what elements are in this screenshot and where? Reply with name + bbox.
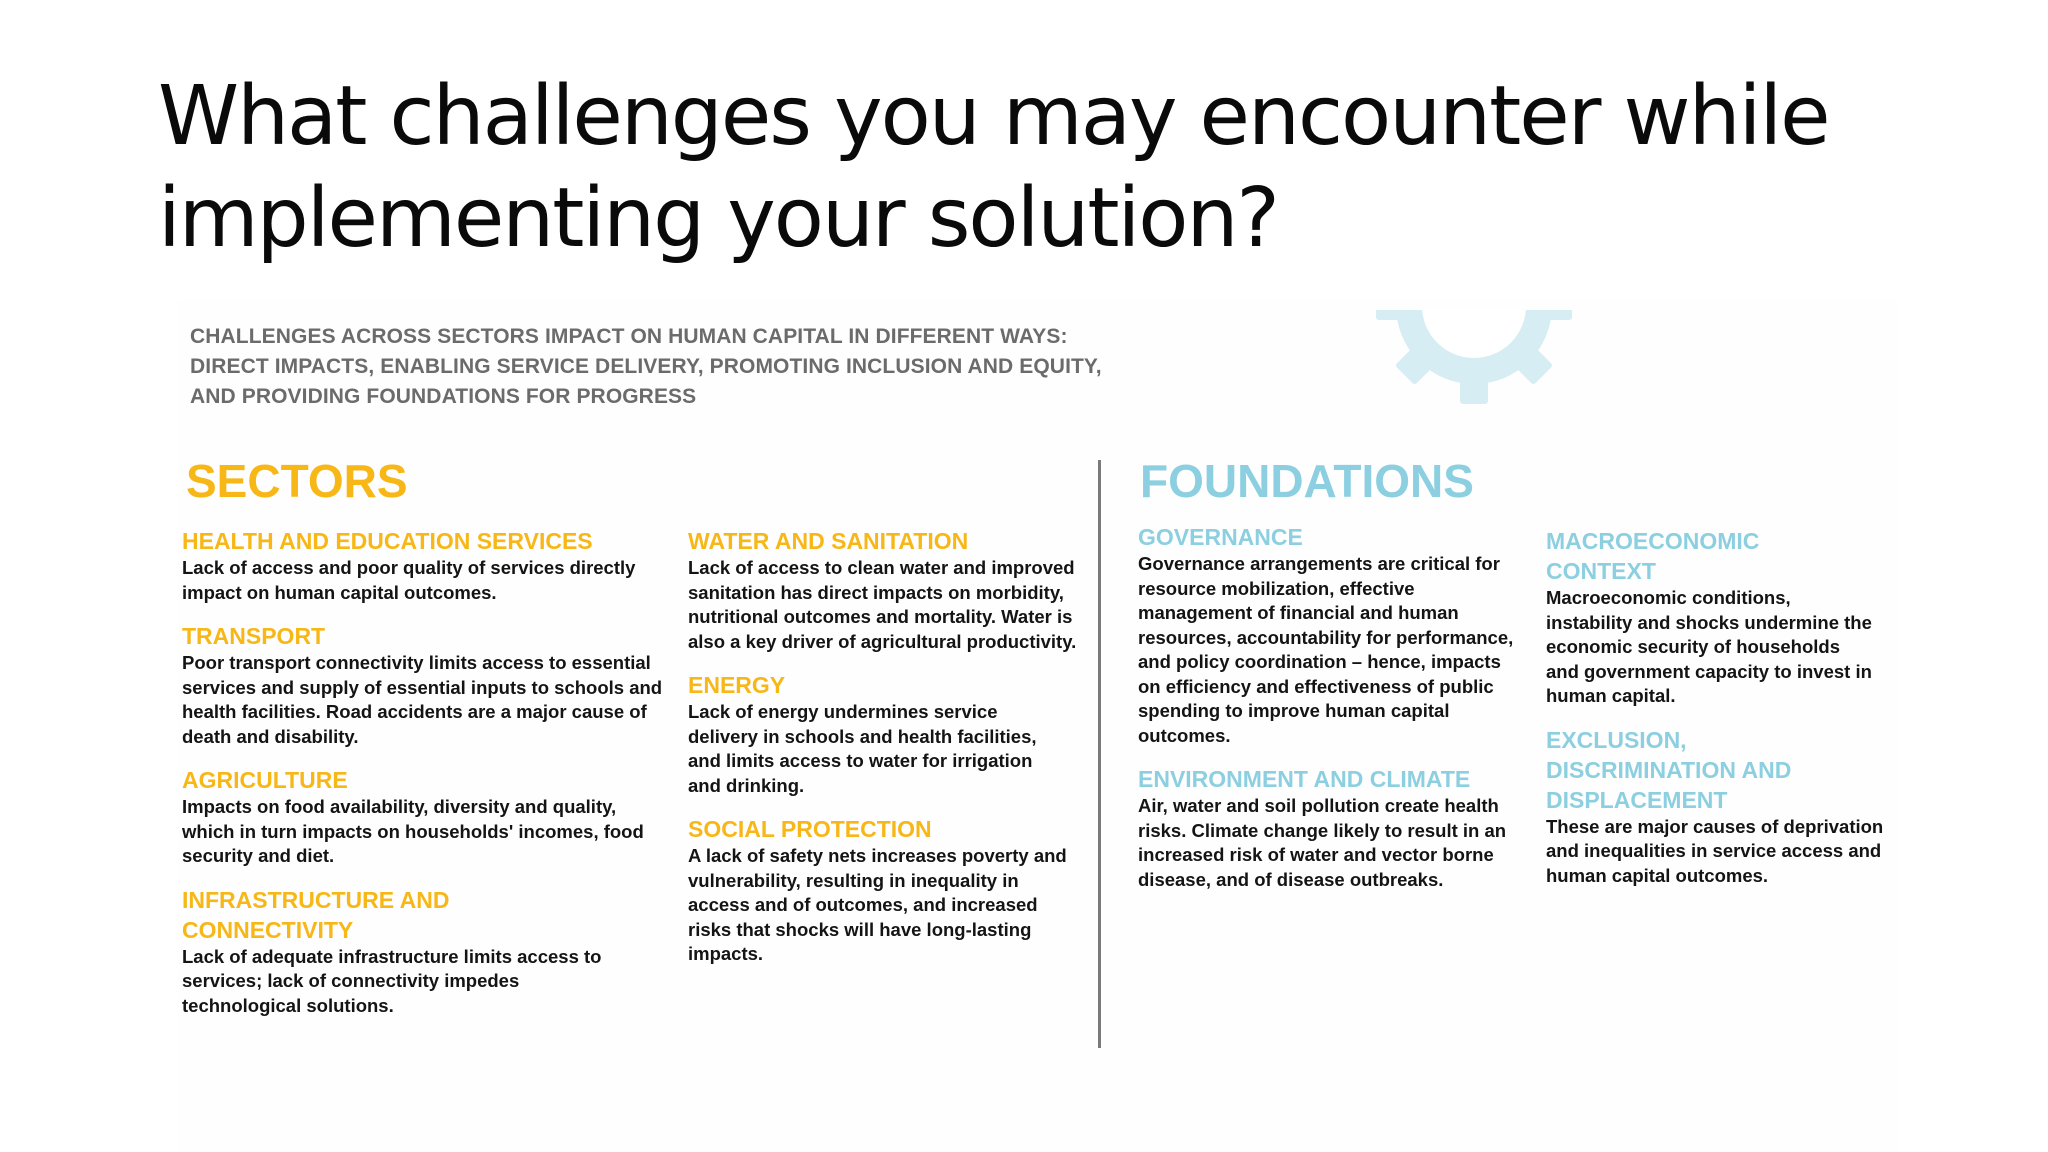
foundation-macroeconomic	[1546, 526, 1896, 709]
sector-infrastructure	[182, 885, 672, 1019]
item-title: INFRASTRUCTURE AND CONNECTIVITY	[182, 886, 450, 943]
sector-health-education	[182, 526, 672, 605]
item-body: Lack of access and poor quality of services directly impact on human capital outcomes.	[182, 557, 636, 603]
sectors-heading: SECTORS	[186, 455, 408, 507]
sector-water-sanitation	[688, 526, 1088, 654]
item-title: AGRICULTURE	[182, 767, 348, 793]
foundations-column-1	[1138, 522, 1518, 908]
item-title: SOCIAL PROTECTION	[688, 816, 932, 842]
item-body: Macroeconomic conditions, instability and shocks undermine the economic security of households and government capacity to invest in human capital.	[1546, 587, 1872, 706]
sectors-column-2	[688, 526, 1088, 983]
item-body: Governance arrangements are critical for resource mobilization, effective management of financial and human resources, accountability for performance, and policy coordination – hence, impacts on efficiency and effectiveness of public spending to improve human capital outcomes.	[1138, 553, 1514, 746]
item-body: Lack of energy undermines service delivery in schools and health facilities, and limits access to water for irrigation and drinking.	[688, 701, 1037, 796]
item-title: MACROECONOMIC CONTEXT	[1546, 528, 1760, 584]
item-title: ENERGY	[688, 672, 786, 698]
item-body: These are major causes of deprivation and inequalities in service access and human capital outcomes.	[1546, 815, 1884, 886]
sector-transport	[182, 621, 672, 749]
item-title: GOVERNANCE	[1138, 524, 1303, 550]
sectors-column-1	[182, 526, 672, 1034]
item-title: TRANSPORT	[182, 623, 326, 649]
section-divider	[1098, 460, 1101, 1048]
sector-energy	[688, 670, 1088, 798]
sector-agriculture	[182, 765, 672, 869]
sector-social-protection	[688, 814, 1088, 967]
foundation-governance	[1138, 522, 1518, 748]
item-body: Lack of adequate infrastructure limits access to services; lack of connectivity impedes technological solutions.	[182, 945, 602, 1016]
item-title: WATER AND SANITATION	[688, 528, 969, 554]
foundations-column-2	[1546, 526, 1896, 904]
slide-title: What challenges you may encounter while implementing your solution?	[158, 69, 1829, 266]
item-body: Poor transport connectivity limits access to essential services and supply of essential inputs to schools and health facilities. Road accidents are a major cause of death and disability.	[182, 652, 663, 747]
foundation-environment-climate	[1138, 764, 1518, 892]
item-title: HEALTH AND EDUCATION SERVICES	[182, 528, 593, 554]
item-body: Impacts on food availability, diversity and quality, which in turn impacts on households' incomes, food security and diet.	[182, 796, 644, 866]
gear-icon	[1374, 310, 1574, 406]
item-body: Air, water and soil pollution create health risks. Climate change likely to result in an increased risk of water and vector borne disease, and of disease outbreaks.	[1138, 795, 1507, 890]
foundations-heading: FOUNDATIONS	[1140, 455, 1474, 507]
item-title: ENVIRONMENT AND CLIMATE	[1138, 766, 1471, 792]
figure-subheading: CHALLENGES ACROSS SECTORS IMPACT ON HUMAN CAPITAL IN DIFFERENT WAYS: DIRECT IMPACTS, ENABLING SERVICE DELIVERY, PROMOTING INCLUSION AND EQUITY, AND PROVIDING FOUNDATIONS FOR PROGRESS	[190, 325, 1102, 408]
challenges-figure	[178, 300, 1898, 1152]
item-title: EXCLUSION, DISCRIMINATION AND DISPLACEMENT	[1546, 726, 1792, 813]
foundation-exclusion	[1546, 725, 1896, 889]
item-body: Lack of access to clean water and improved sanitation has direct impacts on morbidity, nutritional outcomes and mortality. Water is also a key driver of agricultural productivity.	[688, 557, 1077, 652]
item-body: A lack of safety nets increases poverty and vulnerability, resulting in inequality in access and of outcomes, and increased risks that shocks will have long-lasting impacts.	[688, 845, 1067, 964]
